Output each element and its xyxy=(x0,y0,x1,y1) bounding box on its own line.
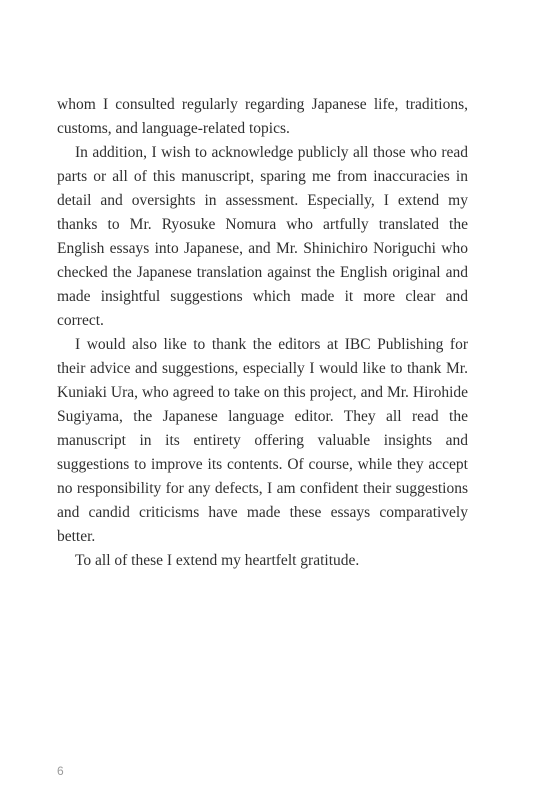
paragraph-continuation: whom I consulted regularly regarding Japanese life, traditions, customs, and language-related topics. xyxy=(57,96,468,137)
page-number: 6 xyxy=(57,764,64,778)
paragraph-gratitude: To all of these I extend my heartfelt gratitude. xyxy=(75,552,360,569)
paragraph-acknowledgments-readers: In addition, I wish to acknowledge publicly all those who read parts or all of this manuscript, sparing me from inaccuracies in detail and oversights in assessment. Especially, I extend my thanks to Mr. Ryosuke Nomura who artfully translated the English essays into Japanese, and Mr. Shinichiro Noriguchi who checked the Japanese translation against the English original and made insightful suggestions which made it more clear and correct. xyxy=(57,144,468,329)
paragraph-acknowledgments-editors: I would also like to thank the editors at IBC Publishing for their advice and suggestions, especially I would like to thank Mr. Kuniaki Ura, who agreed to take on this project, and Mr. Hirohide Sugiyama, the Japanese language editor. They all read the manuscript in its entirety offering valuable insights and suggestions to improve its contents. Of course, while they accept no responsibility for any defects, I am confident their suggestions and candid criticisms have made these essays comparatively better. xyxy=(57,336,468,545)
body-text xyxy=(57,93,468,573)
